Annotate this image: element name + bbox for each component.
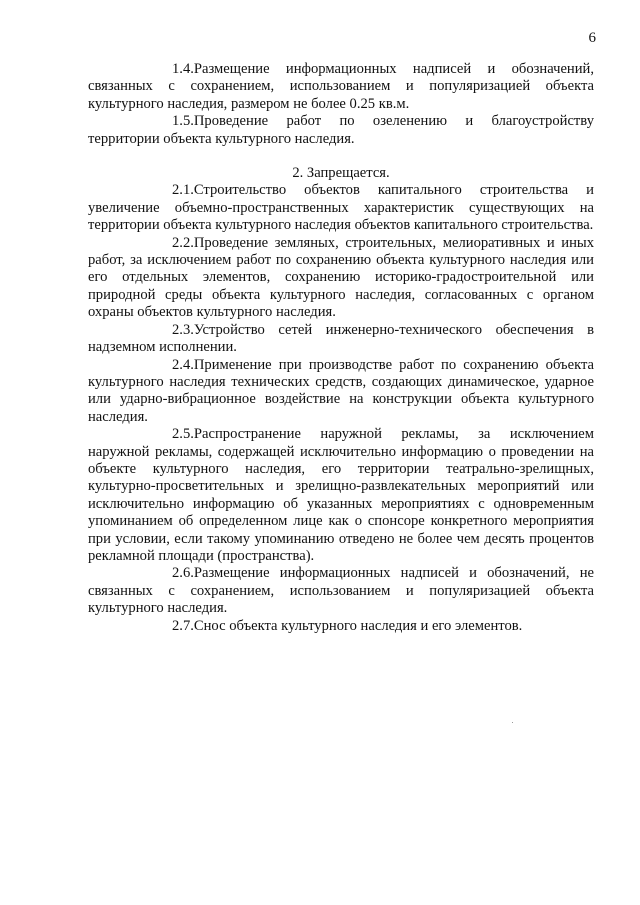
clause-text: Размещение информационных надписей и обозначений, связанных с сохранением, использованием и популяризацией объекта культурного наследия, размером не более 0.25 кв.м. [88, 61, 594, 112]
clause-2-3 [88, 322, 594, 357]
clause-number: 2.2. [172, 234, 194, 251]
clause-text: Проведение работ по озеленению и благоустройству территории объекта культурного наследия. [88, 113, 594, 147]
clause-text: Строительство объектов капитального строительства и увеличение объемно-пространственных характеристик существующих на территории объекта культурного наследия объектов капитального строительства. [88, 182, 594, 234]
clause-number: 2.7. [172, 617, 194, 634]
clause-2-2 [88, 235, 594, 322]
section-2-heading: 2. Запрещается. [292, 165, 390, 182]
clause-number: 1.4. [172, 61, 194, 77]
scan-artifact [512, 722, 513, 723]
clause-2-5 [88, 426, 594, 565]
clause-number: 2.3. [172, 321, 194, 338]
clause-1-5 [88, 113, 594, 148]
clause-number: 2.5. [172, 426, 194, 443]
page-number: 6 [588, 30, 596, 46]
clause-text: Устройство сетей инженерно-технического обеспечения в надземном исполнении. [88, 321, 594, 356]
clause-2-7 [88, 618, 594, 635]
clause-text: Распространение наружной рекламы, за исключением наружной рекламы, содержащей исключительно информацию о проведении на объекте культурного наследия, его территории театрально-зрелищных, культурно-просветительных и зрелищно-развлекательных мероприятий или исключительно информацию об указанных мероприятиях с одновременным упоминанием об определенном лице как о спонсоре конкретного мероприятия при условии, если такому упоминанию отведено не более чем десять процентов рекламной площади (пространства). [88, 426, 594, 564]
clause-number: 2.6. [172, 565, 194, 582]
clause-number: 2.4. [172, 356, 194, 373]
clause-1-4 [88, 61, 594, 113]
clause-text: Снос объекта культурного наследия и его элементов. [193, 617, 523, 634]
clause-number: 2.1. [172, 182, 194, 199]
clause-2-6 [88, 565, 594, 617]
clause-text: Применение при производстве работ по сохранению объекта культурного наследия технических средств, создающих динамическое, ударное или ударно-вибрационное воздействие на конструкции объекта культурного наследия. [88, 356, 594, 425]
clause-text: Проведение земляных, строительных, мелиоративных и иных работ, за исключением работ по сохранению объекта культурного наследия или его отдельных элементов, сохранению историко-градостроительной или природной среды объекта культурного наследия, согласованных с органом охраны объектов культурного наследия. [88, 234, 594, 321]
clause-2-4 [88, 357, 594, 427]
clause-2-1 [88, 182, 594, 234]
document-body [88, 61, 594, 635]
clause-number: 1.5. [172, 113, 194, 130]
clause-text: Размещение информационных надписей и обозначений, не связанных с сохранением, использованием и популяризацией объекта культурного наследия. [88, 565, 594, 617]
